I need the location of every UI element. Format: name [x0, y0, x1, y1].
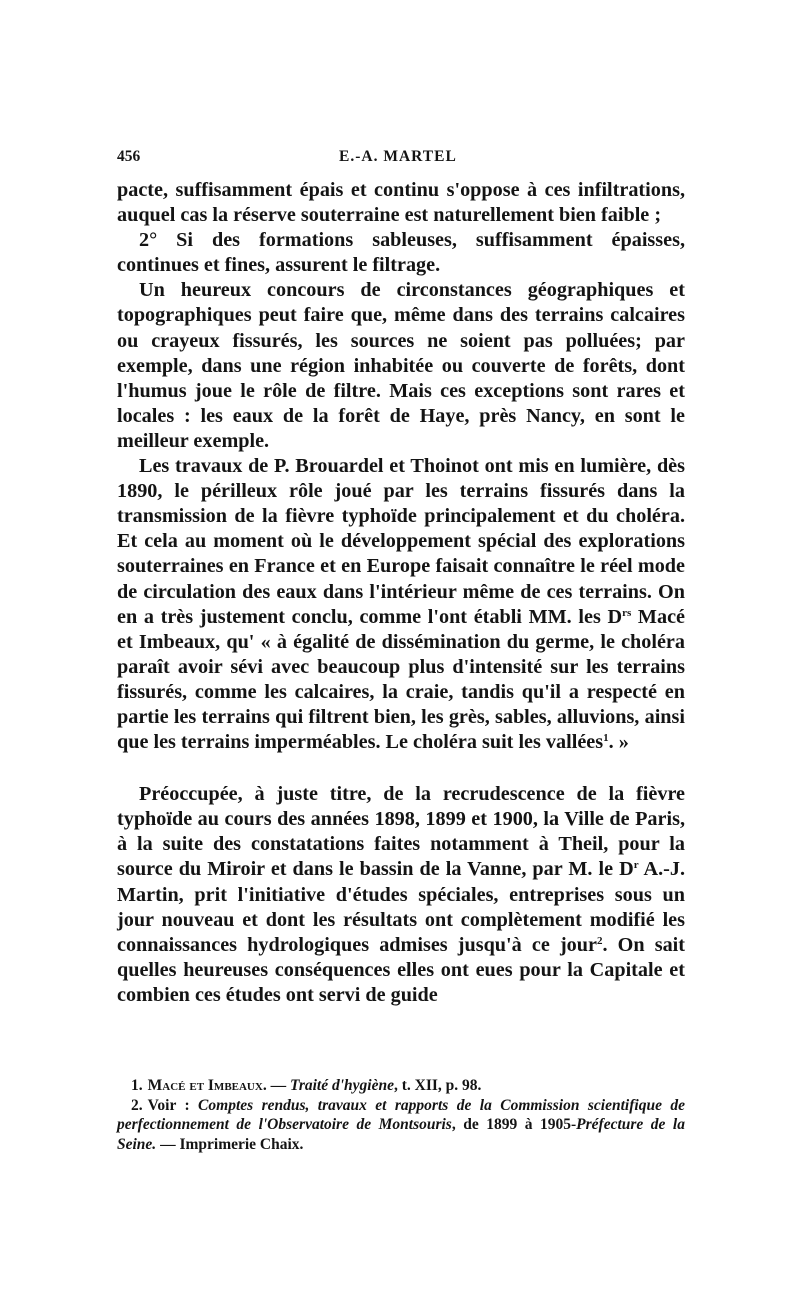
footnote: 2. Voir : Comptes rendus, travaux et rapports de la Commission scientifique de perfectionnement de l'Observatoire de Montsouris, de 1899 à 1905-Préfecture de la Seine. — Imprimerie Chaix.	[117, 1096, 685, 1153]
paragraph: Un heureux concours de circonstances géographiques et topographiques peut faire que, même dans des terrains calcaires ou crayeux fissurés, les sources ne soient pas polluées; par exemple, dans une région inhabitée ou couverte de forêts, dont l'humus joue le rôle de filtre. Mais ces exceptions sont rares et locales : les eaux de la forêt de Haye, près Nancy, en sont le meilleur exemple.	[117, 279, 685, 452]
paragraph: Les travaux de P. Brouardel et Thoinot ont mis en lumière, dès 1890, le périlleux rôle joué par les terrains fissurés dans la transmission de la fièvre typhoïde principalement et du choléra. Et cela au moment où le développement spécial des explorations souterraines en France et en Europe faisait connaître le réel mode de circulation des eaux dans l'intérieur même de ces terrains. On en a très justement conclu, comme l'ont établi MM. les $D^{rs}$ Macé et Imbeaux, qu' « à égalité de dissémination du germe, le choléra paraît avoir sévi avec beaucoup plus d'intensité sur les terrains fissurés, comme les calcaires, la craie, tandis qu'il a respecté en partie les terrains qui filtrent bien, les grès, sables, alluvions, ainsi que les terrains imperméables. Le choléra suit les vallées$^1$. »	[117, 455, 685, 754]
paragraph: Préoccupée, à juste titre, de la recrudescence de la fièvre typhoïde au cours des années 1898, 1899 et 1900, la Ville de Paris, à la suite des constatations faites notamment à Theil, pour la source du Miroir et dans le bassin de la Vanne, par M. le $D^r$ A.-J. Martin, prit l'initiative d'études spéciales, entreprises sous un jour nouveau et dont les résultats ont complètement modifié les connaissances hydrologiques admises jusqu'à ce jour$^2$. On sait quelles heureuses conséquences elles ont eues pour la Capitale et combien ces études ont servi de guide	[117, 783, 686, 1006]
superscript: rs	[622, 606, 632, 619]
paragraph: 2° Si des formations sableuses, suffisamment épaisses, continues et fines, assurent le filtrage.	[117, 229, 685, 277]
page-header	[117, 148, 685, 170]
body-text	[117, 178, 685, 1008]
footnotes	[117, 1076, 685, 1154]
running-head: E.-A. MARTEL	[339, 148, 457, 165]
paragraph: pacte, suffisamment épais et continu s'oppose à ces infiltrations, auquel cas la réserve souterraine est naturellement bien faible ;	[117, 179, 685, 227]
footnote: 1. Macé et Imbeaux. — Traité d'hygiène, t. XII, p. 98.	[131, 1077, 482, 1094]
page-number: 456	[117, 148, 141, 165]
superscript: r	[633, 859, 639, 872]
footnote-reference: 1	[603, 732, 609, 745]
footnote-reference: 2	[596, 934, 603, 947]
